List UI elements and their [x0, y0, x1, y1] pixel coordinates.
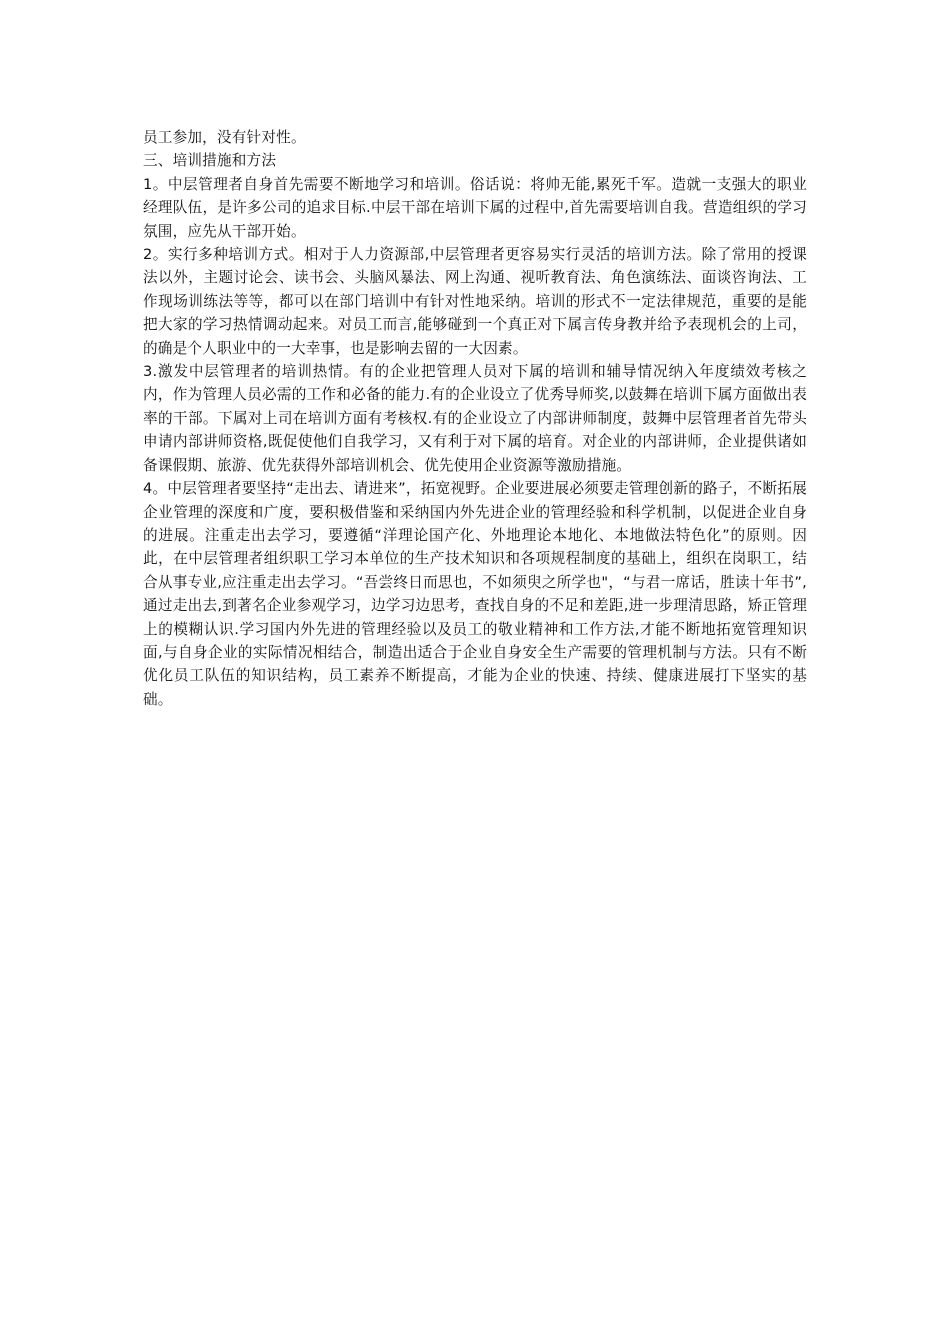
paragraph-item-3: 3.激发中层管理者的培训热情。有的企业把管理人员对下属的培训和辅导情况纳入年度绩效考核之内，作为管理人员必需的工作和必备的能力.有的企业设立了优秀导师奖,以鼓舞在培训下属方面做出表率的干部。下属对上司在培训方面有考核权.有的企业设立了内部讲师制度，鼓舞中层管理者首先带头申请内部讲师资格,既促使他们自我学习，又有利于对下属的培育。对企业的内部讲师，企业提供诸如备课假期、旅游、优先获得外部培训机会、优先使用企业资源等激励措施。	[143, 363, 807, 474]
paragraph-item-4: 4。中层管理者要坚持“走出去、请进来”，拓宽视野。企业要进展必须要走管理创新的路子，不断拓展企业管理的深度和广度，要积极借鉴和采纳国内外先进企业的管理经验和科学机制，以促进企业自身的进展。注重走出去学习，要遵循“洋理论国产化、外地理论本地化、本地做法特色化”的原则。因此，在中层管理者组织职工学习本单位的生产技术知识和各项规程制度的基础上，组织在岗职工，结合从事专业,应注重走出去学习。“吾尝终日而思也，不如须臾之所学也"，“与君一席话，胜读十年书”,通过走出去,到著名企业参观学习，边学习边思考，查找自身的不足和差距,进一步理清思路，矫正管理上的模糊认识.学习国内外先进的管理经验以及员工的敬业精神和工作方法,才能不断地拓宽管理知识面,与自身企业的实际情况相结合，制造出适合于企业自身安全生产需要的管理机制与方法。只有不断优化员工队伍的知识结构，员工素养不断提高，才能为企业的快速、持续、健康进展打下坚实的基础。	[143, 480, 807, 708]
section-heading-training-measures: 三、培训措施和方法	[143, 152, 277, 170]
paragraph-item-2: 2。实行多种培训方式。相对于人力资源部,中层管理者更容易实行灵活的培训方法。除了常用的授课法以外，主题讨论会、读书会、头脑风暴法、网上沟通、视听教育法、角色演练法、面谈咨询法、工作现场训练法等等，都可以在部门培训中有针对性地采纳。培训的形式不一定法律规范，重要的是能把大家的学习热情调动起来。对员工而言,能够碰到一个真正对下属言传身教并给予表现机会的上司，的确是个人职业中的一大幸事，也是影响去留的一大因素。	[143, 246, 807, 357]
paragraph-continuation: 员工参加，没有针对性。	[143, 129, 306, 146]
paragraph-item-1: 1。中层管理者自身首先需要不断地学习和培训。俗话说：将帅无能,累死千军。造就一支强大的职业经理队伍，是许多公司的追求目标.中层干部在培训下属的过程中,首先需要培训自我。营造组织的学习氛围，应先从干部开始。	[143, 175, 807, 240]
document-body	[143, 126, 807, 711]
